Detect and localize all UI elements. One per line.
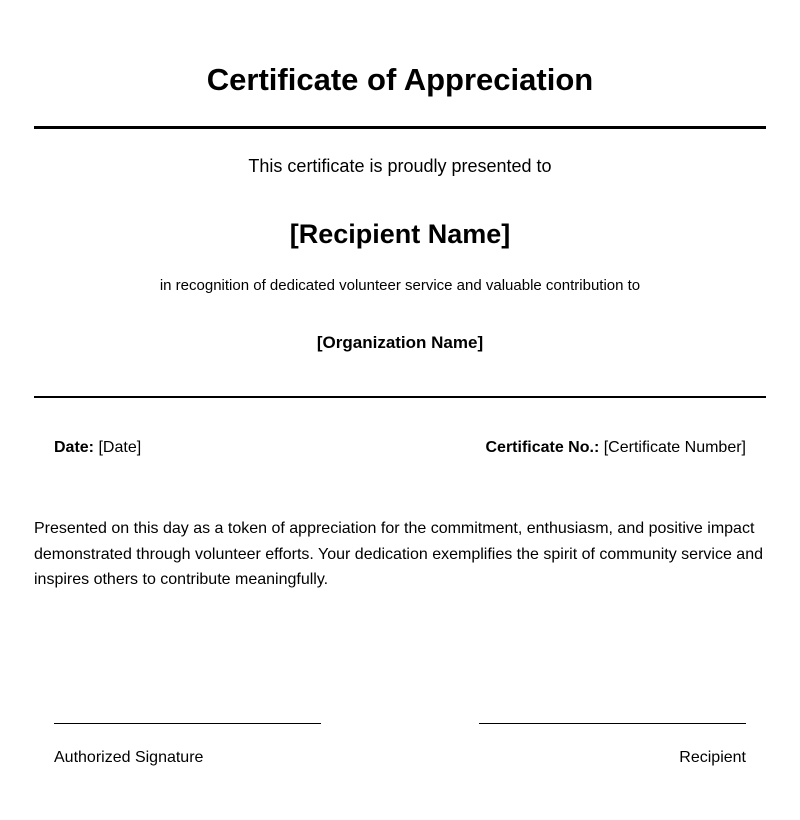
recipient-name: [Recipient Name] (289, 219, 511, 249)
authorized-signature-line (54, 723, 321, 724)
certificate-page (34, 0, 766, 820)
recipient-signature-label: Recipient (679, 749, 746, 766)
authorized-signature-block (54, 723, 321, 768)
organization-name: [Organization Name] (316, 333, 484, 352)
certificate-meta-row (54, 437, 746, 459)
recipient-signature-line (479, 723, 746, 724)
date-label: Date: (54, 439, 95, 456)
certificate-number-value: [Certificate Number] (603, 439, 746, 456)
recipient-signature-block (479, 723, 746, 768)
date-field (54, 437, 141, 459)
top-divider (34, 126, 766, 129)
appreciation-paragraph: Presented on this day as a token of appreciation for the commitment, enthusiasm, and positive impact demonstrated through volunteer efforts. Your dedication exemplifies the spirit of community service and inspires others to contribute meaningfully. (34, 520, 763, 588)
presented-to-text: This certificate is proudly presented to (248, 156, 552, 176)
certificate-title: Certificate of Appreciation (206, 62, 594, 97)
date-value: [Date] (98, 439, 142, 456)
certificate-number-field (485, 437, 746, 459)
middle-divider (34, 396, 766, 398)
recognition-text: in recognition of dedicated volunteer service and valuable contribution to (159, 277, 641, 294)
certificate-number-label: Certificate No.: (485, 439, 600, 456)
authorized-signature-label: Authorized Signature (54, 749, 204, 766)
